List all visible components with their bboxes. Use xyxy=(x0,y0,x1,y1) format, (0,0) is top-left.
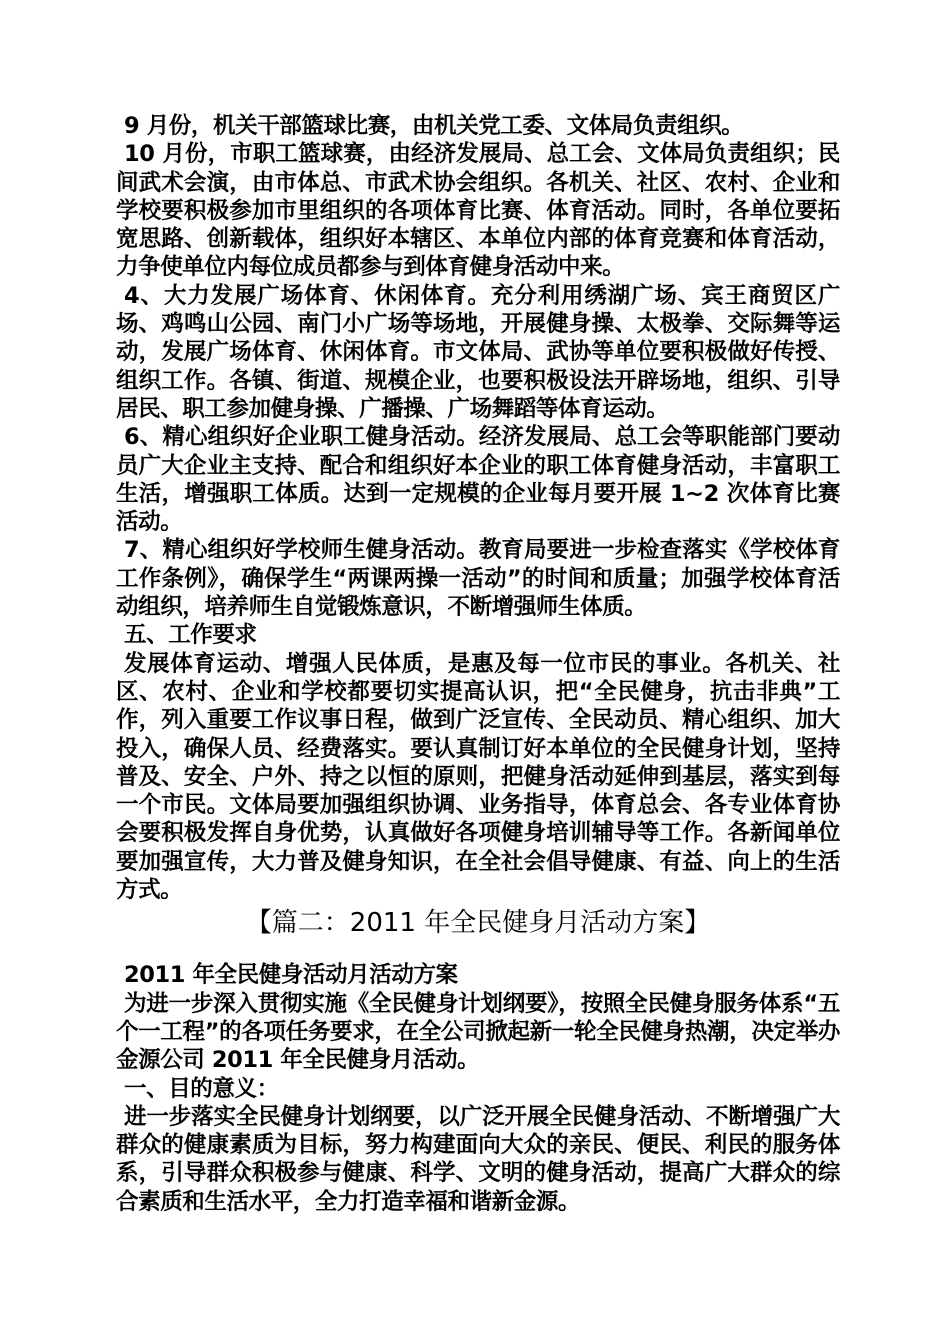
paragraph-school-fitness: 7、精心组织好学校师生健身活动。教育局要进一步检查落实《学校体育工作条例》，确保学生“两课两操一活动”的时间和质量；加强学校体育活动组织，培养师生自觉锻炼意识，不断增强师生体质。 xyxy=(116,537,840,621)
plan-title: 2011 年全民健身活动月活动方案 xyxy=(124,962,458,989)
paragraph-september-basketball: 9 月份，机关干部篮球比赛，由机关党工委、文体局负责组织。 xyxy=(124,113,744,139)
paragraph-october-basketball: 10 月份，市职工篮球赛，由经济发展局、总工会、文体局负责组织；民间武术会演，由市体总、市武术协会组织。各机关、社区、农村、企业和学校要积极参加市里组织的各项体育比赛、体育活动。同时，各单位要拓宽思路、创新载体，组织好本辖区、本单位内部的体育竞赛和体育活动，力争使单位内每位成员都参与到体育健身活动中来。 xyxy=(116,141,840,281)
paragraph-work-requirements: 发展体育运动、增强人民体质，是惠及每一位市民的事业。各机关、社区、农村、企业和学校都要切实提高认识，把“全民健身，抗击非典”工作，列入重要工作议事日程，做到广泛宣传、全民动员、精心组织、加大投入，确保人员、经费落实。要认真制订好本单位的全民健身计划，坚持普及、安全、户外、持之以恒的原则，把健身活动延伸到基层，落实到每一个市民。文体局要加强组织协调、业务指导，体育总会、各专业体育协会要积极发挥自身优势，认真做好各项健身培训辅导等工作。各新闻单位要加强宣传，大力普及健身知识，在全社会倡导健康、有益、向上的生活方式。 xyxy=(116,650,840,904)
document-page xyxy=(116,112,840,1216)
section-heading-part-two: 【篇二：2011 年全民健身月活动方案】 xyxy=(245,908,711,939)
paragraph-purpose: 进一步落实全民健身计划纲要，以广泛开展全民健身活动、不断增强广大群众的健康素质为目标，努力构建面向大众的亲民、便民、利民的服务体系，引导群众积极参与健康、科学、文明的健身活动，提高广大群众的综合素质和生活水平，全力打造幸福和谐新金源。 xyxy=(116,1103,840,1215)
paragraph-enterprise-fitness: 6、精心组织好企业职工健身活动。经济发展局、总工会等职能部门要动员广大企业主支持、配合和组织好本企业的职工体育健身活动，丰富职工生活，增强职工体质。达到一定规模的企业每月要开展 1~2 次体育比赛活动。 xyxy=(116,424,840,536)
section-title-work-requirements: 五、工作要求 xyxy=(124,622,257,649)
section-title-purpose: 一、目的意义： xyxy=(124,1075,279,1102)
spacer xyxy=(116,941,840,961)
paragraph-square-sports: 4、大力发展广场体育、休闲体育。充分利用绣湖广场、宾王商贸区广场、鸡鸣山公园、南门小广场等场地，开展健身操、太极拳、交际舞等运动，发展广场体育、休闲体育。市文体局、武协等单位要积极做好传授、组织工作。各镇、街道、规模企业，也要积极设法开辟场地，组织、引导居民、职工参加健身操、广播操、广场舞蹈等体育运动。 xyxy=(116,282,840,422)
paragraph-plan-intro: 为进一步深入贯彻实施《全民健身计划纲要》，按照全民健身服务体系“五个一工程”的各项任务要求，在全公司掀起新一轮全民健身热潮，决定举办金源公司 2011 年全民健身月活动。 xyxy=(116,990,840,1074)
